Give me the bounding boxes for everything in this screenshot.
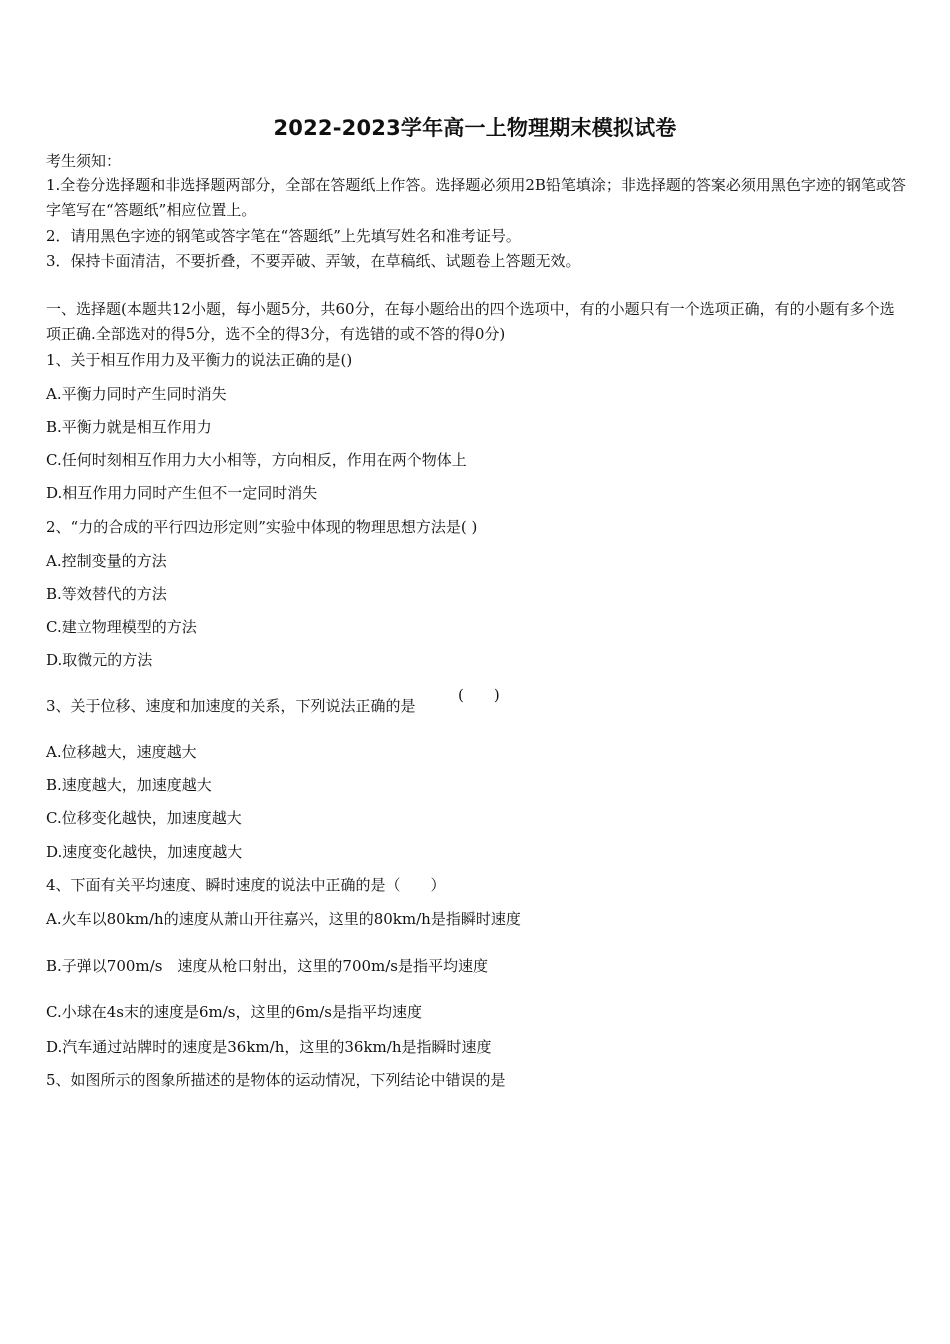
notice-item: 3．保持卡面清洁，不要折叠，不要弄破、弄皱，在草稿纸、试题卷上答题无效。 [46,252,581,270]
question-option: C.建立物理模型的方法 [46,618,197,636]
question-option: D.相互作用力同时产生但不一定同时消失 [46,484,318,502]
question-option: B.平衡力就是相互作用力 [46,418,212,436]
question-stem: 1、关于相互作用力及平衡力的说法正确的是() [46,351,353,369]
question-option: B.子弹以700m/s 速度从枪口射出，这里的700m/s是指平均速度 [46,957,489,975]
question-option: C.小球在4s末的速度是6m/s，这里的6m/s是指平均速度 [46,1003,422,1021]
question-option: A.位移越大，速度越大 [46,743,197,761]
question-option: B.等效替代的方法 [46,585,167,603]
page-title: 2022-2023学年高一上物理期末模拟试卷 [273,116,677,140]
question-option: D.取微元的方法 [46,651,153,669]
section-intro: 一、选择题(本题共12小题，每小题5分，共60分，在每小题给出的四个选项中，有的小题只有一个选项正确，有的小题有多个选项正确.全部选对的得5分，选不全的得3分，有选错的或不答的得0分) [46,300,895,343]
question-option: D.速度变化越快，加速度越大 [46,843,243,861]
question-stem: 4、下面有关平均速度、瞬时速度的说法中正确的是（ ） [46,876,446,894]
question-option: A.火车以80km/h的速度从萧山开往嘉兴，这里的80km/h是指瞬时速度 [46,910,521,928]
notice-item: 2．请用黑色字迹的钢笔或答字笔在“答题纸”上先填写姓名和准考证号。 [46,227,521,245]
notice-item: 1.全卷分选择题和非选择题两部分，全部在答题纸上作答。选择题必须用2B铅笔填涂；非选择题的答案必须用黑色字迹的钢笔或答字笔写在“答题纸”相应位置上。 [46,176,906,219]
question-option: A.控制变量的方法 [46,552,167,570]
question-option: D.汽车通过站牌时的速度是36km/h，这里的36km/h是指瞬时速度 [46,1038,492,1056]
question-stem: 2、“力的合成的平行四边形定则”实验中体现的物理思想方法是( ) [46,518,478,536]
question-option: C.任何时刻相互作用力大小相等，方向相反，作用在两个物体上 [46,451,467,469]
question-option: C.位移变化越快，加速度越大 [46,809,242,827]
answer-parentheses: ( ) [458,686,500,704]
question-option: A.平衡力同时产生同时消失 [46,385,227,403]
question-stem: 3、关于位移、速度和加速度的关系，下列说法正确的是 [46,697,416,715]
notice-heading: 考生须知： [46,152,122,170]
question-option: B.速度越大，加速度越大 [46,776,212,794]
question-stem: 5、如图所示的图象所描述的是物体的运动情况，下列结论中错误的是 [46,1071,506,1089]
